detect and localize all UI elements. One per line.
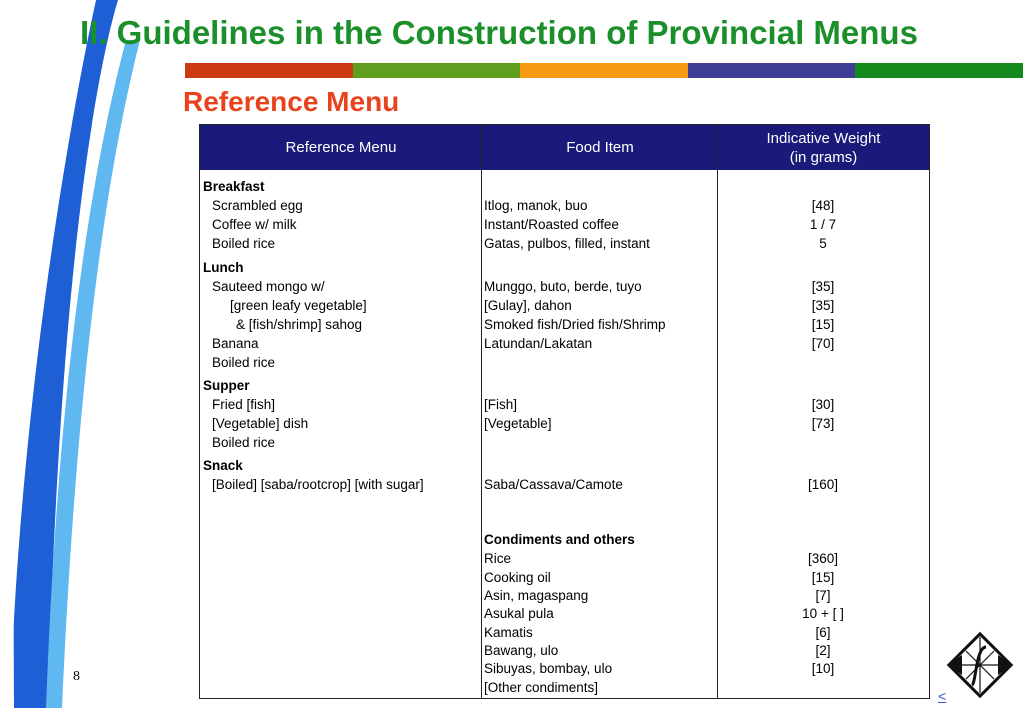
color-bar-segment [185, 63, 353, 78]
color-bar-segment [353, 63, 521, 78]
section-heading: Condiments and others [484, 532, 635, 547]
weight-value: [15] [811, 570, 835, 585]
fnri-logo-icon [940, 625, 1020, 705]
food-item: [Fish] [484, 397, 518, 412]
header-indicative-weight [718, 125, 929, 170]
food-item: [Vegetable] [484, 416, 552, 431]
food-item: Asukal pula [484, 606, 554, 621]
food-item: Munggo, buto, berde, tuyo [484, 279, 642, 294]
food-item: Instant/Roasted coffee [484, 217, 619, 232]
menu-item: Coffee w/ milk [212, 217, 297, 232]
menu-item: Boiled rice [212, 236, 276, 251]
section-subtitle: Reference Menu [183, 86, 400, 117]
header-food-item: Food Item [566, 139, 634, 156]
table-header [200, 125, 929, 170]
weight-value: 1 / 7 [809, 217, 837, 232]
page-title: II. Guidelines in the Construction of Provincial Menus [80, 14, 918, 51]
weight-value: [2] [815, 643, 831, 658]
food-item: Saba/Cassava/Camote [484, 477, 623, 492]
food-item: Itlog, manok, buo [484, 198, 588, 213]
header-weight-line2: (in grams) [789, 148, 858, 166]
food-item: Kamatis [484, 625, 533, 640]
food-item: [Other condiments] [484, 680, 599, 695]
menu-item: [Boiled] [saba/rootcrop] [with sugar] [212, 477, 424, 492]
food-item: Smoked fish/Dried fish/Shrimp [484, 317, 666, 332]
menu-item: Boiled rice [212, 355, 276, 370]
menu-item: Sauteed mongo w/ [212, 279, 325, 294]
menu-item: Boiled rice [212, 435, 276, 450]
weight-value: [35] [811, 298, 835, 313]
food-item: Sibuyas, bombay, ulo [484, 661, 613, 676]
weight-value: [6] [815, 625, 831, 640]
weight-value: [70] [811, 336, 835, 351]
column-divider [481, 125, 482, 698]
food-item: Asin, magaspang [484, 588, 589, 603]
weight-value: [15] [811, 317, 835, 332]
menu-item: Banana [212, 336, 259, 351]
weight-value: [30] [811, 397, 835, 412]
weight-value: [7] [815, 588, 831, 603]
weight-value: 5 [819, 236, 827, 251]
food-item: [Gulay], dahon [484, 298, 572, 313]
header-reference-menu: Reference Menu [285, 139, 397, 156]
page-number: 8 [73, 669, 80, 684]
weight-value: [73] [811, 416, 835, 431]
section-heading: Snack [203, 458, 243, 473]
color-bar-segment [688, 63, 856, 78]
previous-slide-link[interactable]: < [938, 688, 947, 704]
food-item: Latundan/Lakatan [484, 336, 593, 351]
section-heading: Supper [203, 378, 250, 393]
menu-item: Scrambled egg [212, 198, 303, 213]
section-heading: Lunch [203, 260, 244, 275]
menu-item: [Vegetable] dish [212, 416, 309, 431]
weight-value: [360] [807, 551, 839, 566]
food-item: Rice [484, 551, 512, 566]
menu-item: & [fish/shrimp] sahog [236, 317, 363, 332]
weight-value: [160] [807, 477, 839, 492]
decorative-swoosh [0, 0, 200, 708]
weight-value: [35] [811, 279, 835, 294]
weight-value: [10] [811, 661, 835, 676]
section-heading: Breakfast [203, 179, 265, 194]
weight-value: [48] [811, 198, 835, 213]
food-item: Gatas, pulbos, filled, instant [484, 236, 650, 251]
color-bar-segment [855, 63, 1023, 78]
color-bar-segment [520, 63, 688, 78]
menu-item: Fried [fish] [212, 397, 276, 412]
food-item: Cooking oil [484, 570, 551, 585]
weight-value: 10 + [ ] [802, 606, 844, 621]
color-bar [185, 63, 1023, 78]
menu-item: [green leafy vegetable] [230, 298, 367, 313]
header-weight-line1: Indicative Weight [766, 129, 881, 147]
reference-menu-table [199, 124, 930, 699]
food-item: Bawang, ulo [484, 643, 559, 658]
